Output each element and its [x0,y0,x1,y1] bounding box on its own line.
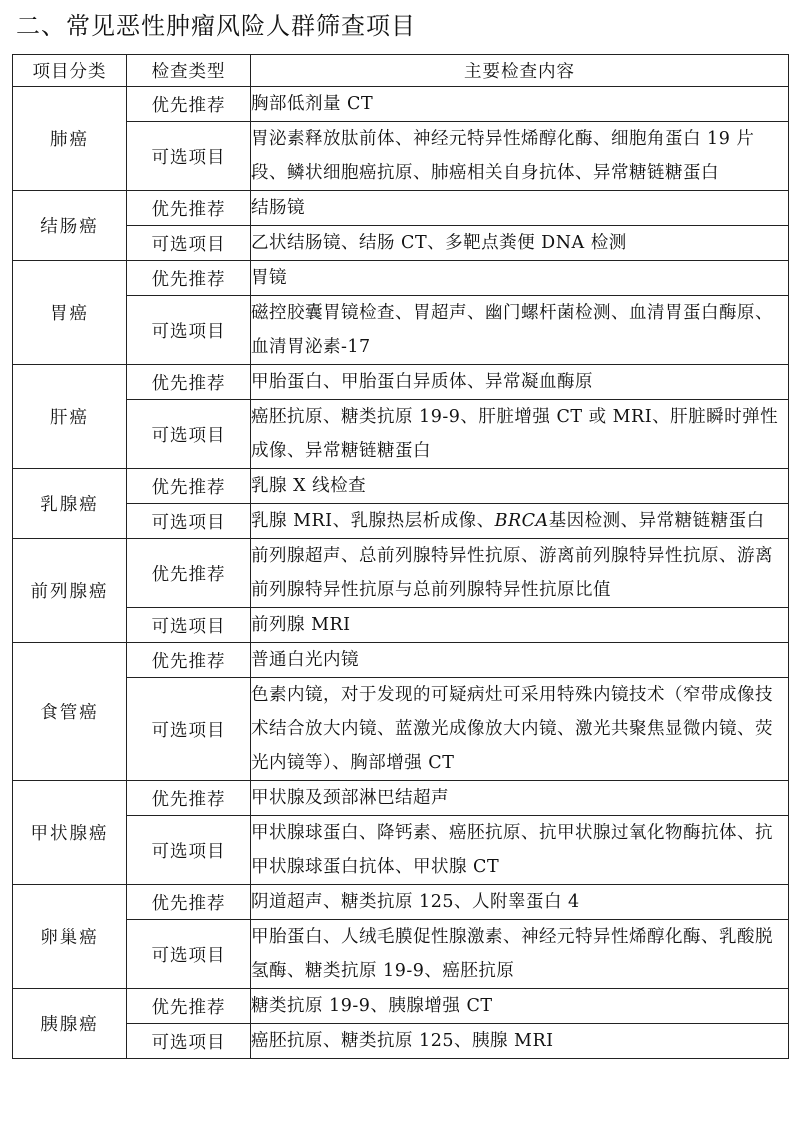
exam-type: 优先推荐 [127,989,251,1024]
exam-type: 可选项目 [127,816,251,885]
content-text: 基因检测、异常糖链糖蛋白 [548,511,765,531]
exam-type: 优先推荐 [127,643,251,678]
cancer-name: 肺癌 [13,87,127,191]
table-row [13,365,789,400]
cancer-name: 卵巢癌 [13,885,127,989]
exam-type: 优先推荐 [127,191,251,226]
exam-type: 可选项目 [127,504,251,539]
exam-type: 优先推荐 [127,87,251,122]
exam-content: 结肠镜 [251,191,789,226]
exam-type: 可选项目 [127,678,251,781]
cancer-name: 胃癌 [13,261,127,365]
cancer-name: 前列腺癌 [13,539,127,643]
exam-type: 可选项目 [127,1024,251,1059]
table-row [13,122,789,191]
exam-content: 前列腺 MRI [251,608,789,643]
header-category: 项目分类 [13,55,127,87]
table-row [13,400,789,469]
exam-content: 甲胎蛋白、甲胎蛋白异质体、异常凝血酶原 [251,365,789,400]
content-text: 乳腺 MRI、乳腺热层析成像、 [251,511,495,531]
exam-type: 优先推荐 [127,781,251,816]
exam-content: 甲状腺及颈部淋巴结超声 [251,781,789,816]
table-row [13,87,789,122]
table-row [13,885,789,920]
table-row [13,989,789,1024]
exam-content: 胃镜 [251,261,789,296]
table-row [13,920,789,989]
exam-content: 磁控胶囊胃镜检查、胃超声、幽门螺杆菌检测、血清胃蛋白酶原、血清胃泌素-17 [251,296,789,365]
gene-name: BRCA [494,511,549,531]
exam-type: 可选项目 [127,400,251,469]
table-row [13,781,789,816]
exam-content: 前列腺超声、总前列腺特异性抗原、游离前列腺特异性抗原、游离前列腺特异性抗原与总前列腺特异性抗原比值 [251,539,789,608]
table-header-row [13,55,789,87]
section-heading: 二、常见恶性肿瘤风险人群筛查项目 [16,12,416,40]
table-row [13,608,789,643]
screening-table [12,54,789,1059]
table-row [13,678,789,781]
exam-content: 色素内镜，对于发现的可疑病灶可采用特殊内镜技术（窄带成像技术结合放大内镜、蓝激光成像放大内镜、激光共聚焦显微内镜、荧光内镜等）、胸部增强 CT [251,678,789,781]
exam-type: 可选项目 [127,296,251,365]
table-row [13,643,789,678]
header-main-content: 主要检查内容 [251,55,789,87]
exam-type: 可选项目 [127,608,251,643]
exam-type: 优先推荐 [127,261,251,296]
exam-content: 阴道超声、糖类抗原 125、人附睾蛋白 4 [251,885,789,920]
table-row [13,469,789,504]
exam-type: 可选项目 [127,226,251,261]
exam-content: 胃泌素释放肽前体、神经元特异性烯醇化酶、细胞角蛋白 19 片段、鳞状细胞癌抗原、肺癌相关自身抗体、异常糖链糖蛋白 [251,122,789,191]
exam-type: 优先推荐 [127,539,251,608]
cancer-name: 食管癌 [13,643,127,781]
table-row [13,226,789,261]
exam-type: 优先推荐 [127,885,251,920]
table-row [13,1024,789,1059]
exam-content: 癌胚抗原、糖类抗原 125、胰腺 MRI [251,1024,789,1059]
exam-content: 甲状腺球蛋白、降钙素、癌胚抗原、抗甲状腺过氧化物酶抗体、抗甲状腺球蛋白抗体、甲状腺 CT [251,816,789,885]
table-row [13,191,789,226]
exam-type: 优先推荐 [127,365,251,400]
cancer-name: 甲状腺癌 [13,781,127,885]
table-row [13,261,789,296]
cancer-name: 乳腺癌 [13,469,127,539]
table-row [13,504,789,539]
table-row [13,816,789,885]
exam-type: 优先推荐 [127,469,251,504]
cancer-name: 结肠癌 [13,191,127,261]
exam-type: 可选项目 [127,920,251,989]
exam-content: 胸部低剂量 CT [251,87,789,122]
table-row [13,539,789,608]
cancer-name: 肝癌 [13,365,127,469]
exam-type: 可选项目 [127,122,251,191]
header-exam-type: 检查类型 [127,55,251,87]
exam-content: 普通白光内镜 [251,643,789,678]
exam-content: 甲胎蛋白、人绒毛膜促性腺激素、神经元特异性烯醇化酶、乳酸脱氢酶、糖类抗原 19-9、癌胚抗原 [251,920,789,989]
exam-content: 癌胚抗原、糖类抗原 19-9、肝脏增强 CT 或 MRI、肝脏瞬时弹性成像、异常糖链糖蛋白 [251,400,789,469]
cancer-name: 胰腺癌 [13,989,127,1059]
exam-content: 糖类抗原 19-9、胰腺增强 CT [251,989,789,1024]
exam-content: 乳腺 X 线检查 [251,469,789,504]
exam-content [251,504,789,539]
exam-content: 乙状结肠镜、结肠 CT、多靶点粪便 DNA 检测 [251,226,789,261]
table-row [13,296,789,365]
